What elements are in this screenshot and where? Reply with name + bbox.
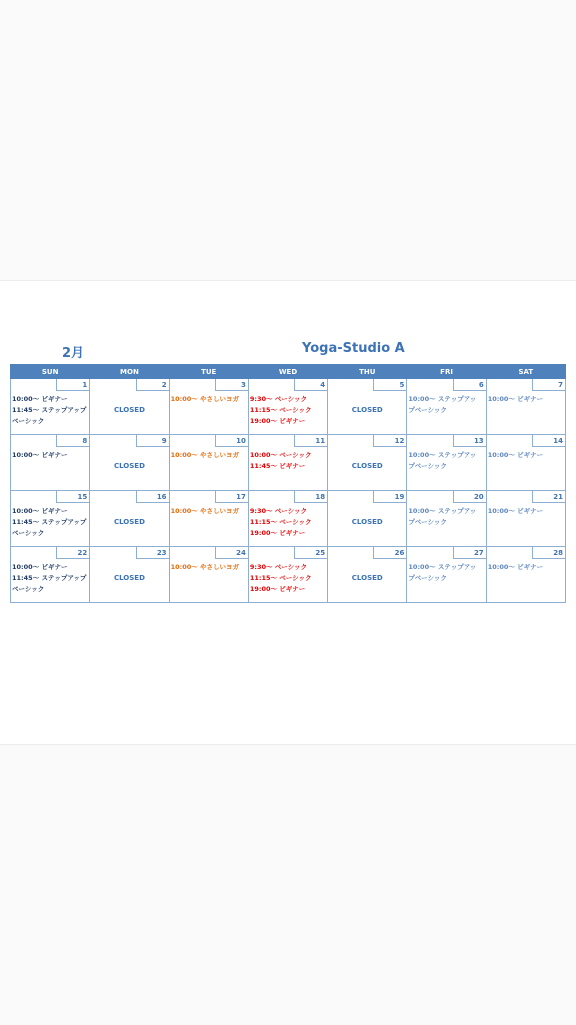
day-cell	[486, 547, 565, 603]
day-cell	[407, 491, 486, 547]
class-list	[12, 506, 88, 539]
class-list	[250, 562, 326, 595]
day-cell	[328, 491, 407, 547]
class-list	[408, 394, 484, 416]
class-list	[488, 450, 564, 461]
class-entry: 10:00～ ステップアッ	[408, 507, 477, 515]
class-list	[171, 450, 247, 461]
closed-label: CLOSED	[113, 518, 145, 526]
week-row	[11, 491, 566, 547]
class-entry: 9:30～ ベーシック	[249, 395, 308, 403]
day-number: 25	[294, 547, 327, 559]
day-cell	[169, 547, 248, 603]
class-entry: 11:15～ ベーシック	[249, 406, 312, 414]
day-cell	[11, 379, 90, 435]
day-number: 8	[56, 435, 89, 447]
weekday-header: FRI	[407, 365, 486, 379]
day-number: 27	[453, 547, 486, 559]
class-entry: 10:00～ ビギナー	[12, 563, 68, 571]
class-entry: 11:15～ ベーシック	[249, 518, 312, 526]
day-number: 23	[136, 547, 169, 559]
day-number: 4	[294, 379, 327, 391]
calendar-body	[11, 379, 566, 603]
closed-label: CLOSED	[113, 462, 145, 470]
class-entry: 10:00～ ビギナー	[487, 507, 544, 515]
day-cell	[248, 379, 327, 435]
day-number: 1	[56, 379, 89, 391]
class-entry: 10:00～ ステップアッ	[408, 395, 477, 403]
day-cell	[328, 547, 407, 603]
class-list	[488, 506, 564, 517]
day-number: 10	[215, 435, 248, 447]
class-entry: プベーシック	[408, 462, 447, 470]
day-number: 22	[56, 547, 89, 559]
class-entry: 11:45～ ステップアップ	[12, 406, 87, 414]
class-list	[408, 450, 484, 472]
day-number: 24	[215, 547, 248, 559]
closed-label: CLOSED	[113, 574, 145, 582]
class-entry: 10:00～ ビギナー	[12, 507, 68, 515]
class-entry: 10:00～ ビギナー	[12, 451, 68, 459]
day-number: 13	[453, 435, 486, 447]
month-title: 2月	[62, 346, 85, 361]
day-number: 17	[215, 491, 248, 503]
class-entry: 19:00～ ビギナー	[249, 417, 306, 425]
day-number: 5	[373, 379, 406, 391]
weekday-header: WED	[248, 365, 327, 379]
day-number: 28	[532, 547, 565, 559]
class-entry: プベーシック	[408, 574, 447, 582]
class-entry: 10:00～ ステップアッ	[408, 563, 477, 571]
day-cell	[169, 491, 248, 547]
class-entry: 10:00～ やさしいヨガ	[170, 507, 240, 515]
week-row	[11, 435, 566, 491]
day-number: 9	[136, 435, 169, 447]
class-list	[488, 562, 564, 573]
class-list	[12, 562, 88, 595]
closed-label: CLOSED	[351, 574, 383, 582]
schedule-calendar	[10, 364, 566, 603]
day-number: 26	[373, 547, 406, 559]
class-entry: 10:00～ ステップアッ	[408, 451, 477, 459]
bottom-blank-area	[0, 744, 576, 1025]
day-cell	[248, 435, 327, 491]
class-entry: 10:00～ ビギナー	[12, 395, 68, 403]
day-cell	[328, 379, 407, 435]
day-cell	[169, 379, 248, 435]
class-entry: 10:00～ ビギナー	[487, 451, 544, 459]
closed-label: CLOSED	[113, 406, 145, 414]
weekday-header: SUN	[11, 365, 90, 379]
day-cell	[90, 547, 169, 603]
class-list	[250, 506, 326, 539]
day-cell	[11, 491, 90, 547]
day-number: 2	[136, 379, 169, 391]
day-cell	[407, 435, 486, 491]
class-entry: プベーシック	[408, 406, 447, 414]
week-row	[11, 547, 566, 603]
class-entry: ベーシック	[12, 417, 45, 425]
day-number: 15	[56, 491, 89, 503]
day-cell	[486, 379, 565, 435]
class-entry: 9:30～ ベーシック	[249, 563, 308, 571]
day-number: 6	[453, 379, 486, 391]
class-list	[488, 394, 564, 405]
day-cell	[248, 547, 327, 603]
day-number: 14	[532, 435, 565, 447]
class-entry: プベーシック	[408, 518, 447, 526]
class-entry: 10:00～ ビギナー	[487, 563, 544, 571]
class-entry: 11:45～ ビギナー	[249, 462, 306, 470]
weekday-header: SAT	[486, 365, 565, 379]
class-list	[12, 394, 88, 427]
day-number: 3	[215, 379, 248, 391]
class-entry: 10:00～ ビギナー	[487, 395, 544, 403]
day-number: 7	[532, 379, 565, 391]
class-entry: 10:00～ ベーシック	[249, 451, 312, 459]
class-list	[171, 506, 247, 517]
class-entry: 10:00～ やさしいヨガ	[170, 563, 240, 571]
week-row	[11, 379, 566, 435]
class-list	[250, 450, 326, 472]
class-list	[12, 450, 88, 461]
day-cell	[11, 547, 90, 603]
day-number: 16	[136, 491, 169, 503]
day-number: 21	[532, 491, 565, 503]
day-cell	[407, 379, 486, 435]
class-entry: 19:00～ ビギナー	[249, 529, 306, 537]
day-cell	[90, 379, 169, 435]
class-entry: 11:45～ ステップアップ	[12, 574, 87, 582]
closed-label: CLOSED	[351, 462, 383, 470]
class-entry: 10:00～ やさしいヨガ	[170, 395, 240, 403]
day-number: 12	[373, 435, 406, 447]
day-cell	[486, 491, 565, 547]
class-entry: ベーシック	[12, 585, 45, 593]
closed-label: CLOSED	[351, 406, 383, 414]
day-cell	[90, 435, 169, 491]
day-cell	[248, 491, 327, 547]
class-list	[171, 562, 247, 573]
weekday-header-row	[11, 365, 566, 379]
weekday-header: THU	[328, 365, 407, 379]
day-number: 18	[294, 491, 327, 503]
day-number: 11	[294, 435, 327, 447]
day-cell	[328, 435, 407, 491]
day-number: 20	[453, 491, 486, 503]
class-entry: 10:00～ やさしいヨガ	[170, 451, 240, 459]
class-entry: 9:30～ ベーシック	[249, 507, 308, 515]
top-blank-area	[0, 0, 576, 281]
class-list	[250, 394, 326, 427]
day-number: 19	[373, 491, 406, 503]
class-list	[171, 394, 247, 405]
class-entry: 19:00～ ビギナー	[249, 585, 306, 593]
weekday-header: TUE	[169, 365, 248, 379]
class-list	[408, 506, 484, 528]
class-list	[408, 562, 484, 584]
day-cell	[90, 491, 169, 547]
studio-title: Yoga-Studio A	[302, 341, 405, 356]
day-cell	[169, 435, 248, 491]
class-entry: 11:15～ ベーシック	[249, 574, 312, 582]
closed-label: CLOSED	[351, 518, 383, 526]
day-cell	[486, 435, 565, 491]
day-cell	[11, 435, 90, 491]
weekday-header: MON	[90, 365, 169, 379]
class-entry: 11:45～ ステップアップ	[12, 518, 87, 526]
day-cell	[407, 547, 486, 603]
class-entry: ベーシック	[12, 529, 45, 537]
